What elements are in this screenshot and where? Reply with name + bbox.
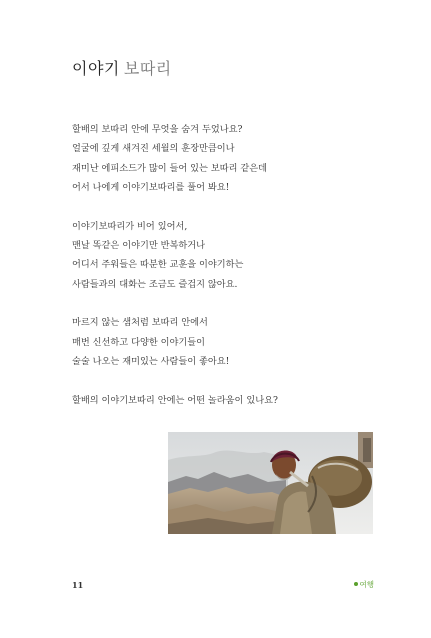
body-text — [72, 120, 392, 430]
text-line: 어디서 주워들은 따분한 교훈을 이야기하는 — [72, 259, 244, 271]
paragraph-2 — [72, 217, 392, 294]
text-line: 사람들과의 대화는 조금도 즐겁지 않아요. — [72, 278, 238, 290]
paragraph-3 — [72, 313, 392, 371]
photo-old-man-with-bundle — [168, 432, 373, 534]
text-line: 어서 나에게 이야기보따리를 풀어 봐요! — [72, 181, 230, 193]
text-line: 매번 신선하고 다양한 이야기들이 — [72, 336, 206, 348]
text-line: 재미난 에피소드가 많이 들어 있는 보따리 같은데 — [72, 162, 268, 174]
text-line: 마르지 않는 샘처럼 보따리 안에서 — [72, 317, 208, 329]
text-line: 할배의 이야기보따리 안에는 어떤 놀라움이 있나요? — [72, 394, 278, 406]
page-title — [72, 56, 172, 79]
text-line: 술술 나오는 재미있는 사람들이 좋아요! — [72, 355, 230, 367]
page-title-sub: 보따리 — [123, 59, 172, 78]
section-tag — [354, 579, 375, 590]
page-title-main: 이야기 — [72, 59, 120, 78]
page-number: 11 — [72, 580, 84, 590]
text-line: 맨날 똑같은 이야기만 반복하거나 — [72, 239, 206, 251]
text-line: 할배의 보따리 안에 무엇을 숨겨 두었나요? — [72, 124, 243, 135]
paragraph-1 — [72, 120, 392, 197]
text-line: 이야기보따리가 비어 있어서, — [72, 220, 188, 232]
text-line: 얼굴에 깊게 새겨진 세월의 훈장만큼이나 — [72, 143, 235, 155]
section-label: 여행 — [359, 580, 374, 589]
bullet-dot-icon — [354, 582, 358, 586]
paragraph-4 — [72, 391, 392, 410]
